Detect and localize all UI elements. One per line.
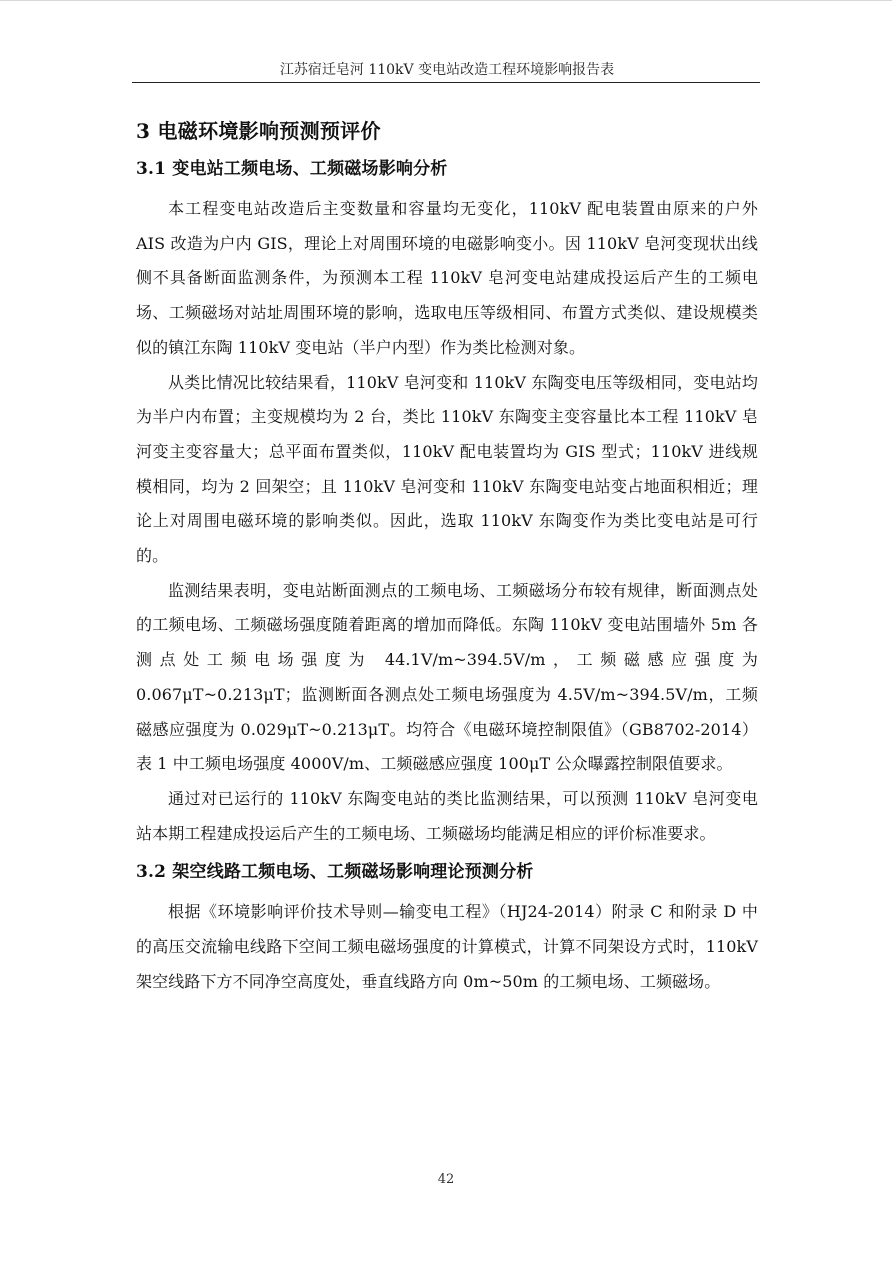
paragraph-3-1-2: 从类比情况比较结果看，110kV 皂河变和 110kV 东陶变电压等级相同，变电站均为半户内布置；主变规模均为 2 台，类比 110kV 东陶变主变容量比本工程 110kV 皂河变主变容量大；总平面布置类似，110kV 配电装置均为 GIS 型式；110kV 进线规模相同，均为 2 回架空；且 110kV 皂河变和 110kV 东陶变电站变占地面积相近；理论上对周围电磁环境的影响类似。因此，选取 110kV 东陶变作为类比变电站是可行的。 bbox=[136, 372, 758, 566]
section-title: 3 电磁环境影响预测预评价 bbox=[136, 119, 381, 143]
page-number: 42 bbox=[437, 1172, 455, 1187]
header-rule bbox=[132, 82, 760, 83]
page-body bbox=[136, 112, 758, 999]
paragraph-3-1-3: 监测结果表明，变电站断面测点的工频电场、工频磁场分布较有规律，断面测点处的工频电场、工频磁场强度随着距离的增加而降低。东陶 110kV 变电站围墙外 5m 各测点处工频电场强度为 44.1V/m~394.5V/m，工频磁感应强度为 0.067μT~0.213μT；监测断面各测点处工频电场强度为 4.5V/m~394.5V/m，工频磁感应强度为 0.029μT~0.213μT。均符合《电磁环境控制限值》（GB8702-2014）表 1 中工频电场强度 4000V/m、工频磁感应强度 100μT 公众曝露控制限值要求。 bbox=[136, 580, 758, 774]
subsection-title-3-2: 3.2 架空线路工频电场、工频磁场影响理论预测分析 bbox=[136, 862, 534, 883]
paragraph-3-1-1: 本工程变电站改造后主变数量和容量均无变化，110kV 配电装置由原来的户外 AIS 改造为户内 GIS，理论上对周围环境的电磁影响变小。因 110kV 皂河变现状出线侧不具备断面监测条件，为预测本工程 110kV 皂河变电站建成投运后产生的工频电场、工频磁场对站址周围环境的影响，选取电压等级相同、布置方式类似、建设规模类似的镇江东陶 110kV 变电站（半户内型）作为类比检测对象。 bbox=[136, 199, 758, 357]
subsection-title-3-1: 3.1 变电站工频电场、工频磁场影响分析 bbox=[136, 159, 448, 179]
paragraph-3-2-1: 根据《环境影响评价技术导则—输变电工程》（HJ24-2014）附录 C 和附录 D 中的高压交流输电线路下空间工频电磁场强度的计算模式，计算不同架设方式时，110kV 架空线路下方不同净空高度处，垂直线路方向 0m~50m 的工频电场、工频磁场。 bbox=[136, 902, 758, 991]
running-header: 江苏宿迁皂河 110kV 变电站改造工程环境影响报告表 bbox=[279, 62, 615, 78]
page-top-edge bbox=[0, 0, 892, 1]
paragraph-3-1-4: 通过对已运行的 110kV 东陶变电站的类比监测结果，可以预测 110kV 皂河变电站本期工程建成投运后产生的工频电场、工频磁场均能满足相应的评价标准要求。 bbox=[136, 788, 758, 843]
